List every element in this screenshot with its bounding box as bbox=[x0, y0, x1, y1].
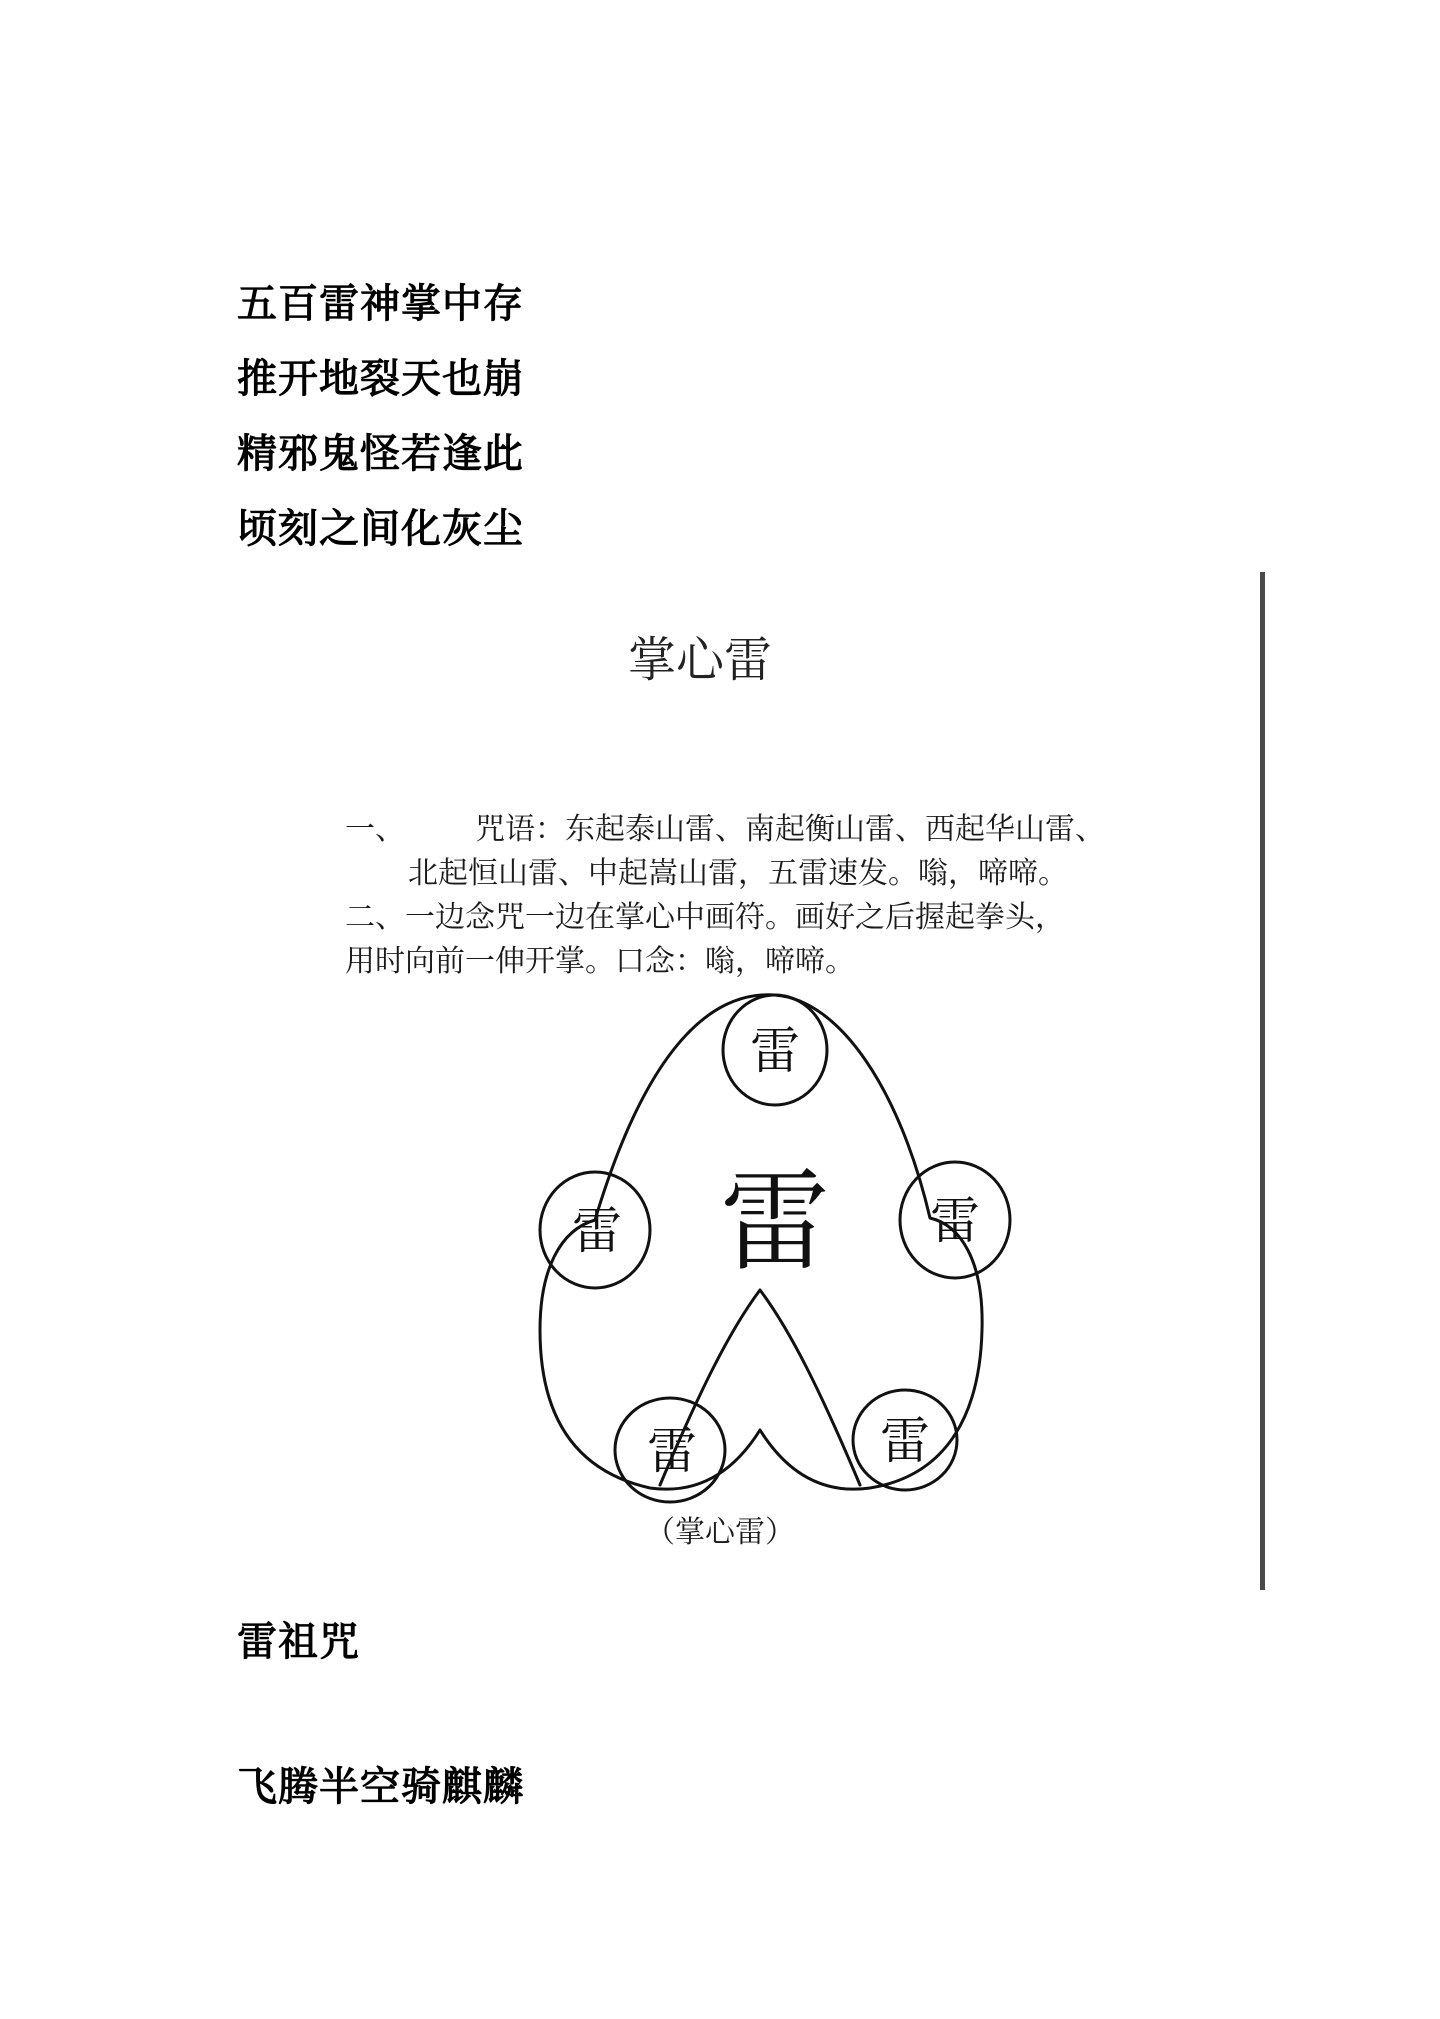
scan-line-4: 用时向前一伸开掌。口念：嗡，啼啼。 bbox=[345, 944, 855, 979]
poem-bottom-line-1: 飞腾半空骑麒麟 bbox=[237, 1764, 524, 1810]
glyph-top: 雷 bbox=[750, 1022, 800, 1080]
scan-line-3: 二、一边念咒一边在掌心中画符。画好之后握起拳头， bbox=[345, 900, 1065, 935]
palm-thunder-diagram bbox=[0, 570, 1440, 1590]
glyph-center: 雷 bbox=[720, 1158, 830, 1286]
glyph-left: 雷 bbox=[572, 1202, 622, 1260]
glyph-bottom-left: 雷 bbox=[647, 1422, 697, 1480]
poem-line-2: 推开地裂天也崩 bbox=[237, 356, 524, 402]
section-heading: 雷祖咒 bbox=[237, 1619, 360, 1665]
glyph-right: 雷 bbox=[930, 1192, 980, 1250]
scan-line-1-number: 一、 bbox=[345, 812, 405, 847]
poem-line-1: 五百雷神掌中存 bbox=[237, 281, 524, 327]
scan-line-2: 北起恒山雷、中起嵩山雷，五雷速发。嗡，啼啼。 bbox=[408, 856, 1068, 891]
scan-line-1: 咒语：东起泰山雷、南起衡山雷、西起华山雷、 bbox=[475, 812, 1105, 847]
scan-title: 掌心雷 bbox=[627, 632, 772, 688]
poem-line-3: 精邪鬼怪若逢此 bbox=[237, 431, 524, 477]
scanned-page bbox=[0, 570, 1440, 1590]
poem-line-4: 顷刻之间化灰尘 bbox=[237, 506, 524, 552]
glyph-bottom-right: 雷 bbox=[880, 1412, 930, 1470]
scan-caption: （掌心雷） bbox=[645, 1515, 795, 1550]
